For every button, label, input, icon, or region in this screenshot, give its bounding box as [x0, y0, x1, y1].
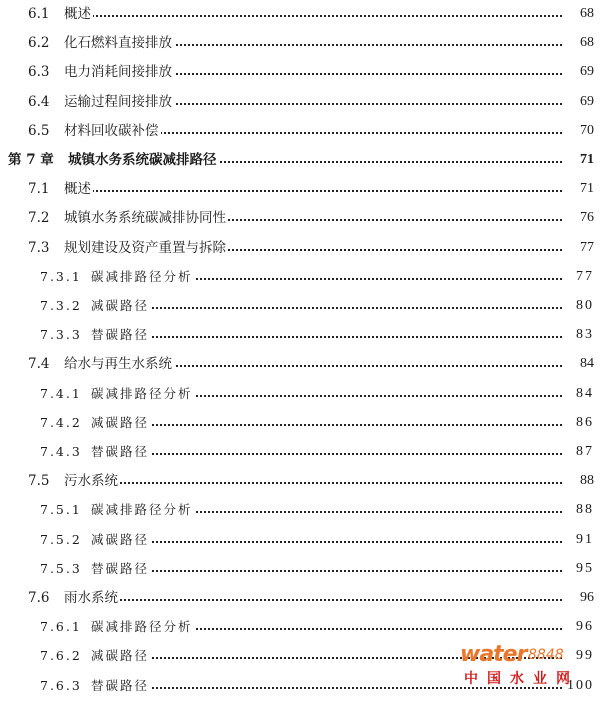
- toc-entry-number: 7.5: [28, 473, 50, 490]
- toc-entry[interactable]: [0, 382, 600, 406]
- toc-entry-page: 77: [580, 239, 594, 255]
- toc-entry-page: 86: [576, 414, 594, 430]
- dot-leader: [64, 15, 562, 17]
- toc-entry-title: 替碳路径: [91, 440, 151, 464]
- dot-leader: [64, 482, 562, 484]
- toc-entry-number: 7.6: [28, 590, 50, 606]
- dot-leader: [64, 599, 562, 601]
- toc-entry-number: 7.3: [28, 239, 50, 256]
- toc-entry-number: 7.4: [28, 356, 50, 373]
- toc-entry-title: 给水与再生水系统: [64, 352, 174, 376]
- toc-entry-title: 碳减排路径分析: [91, 382, 195, 406]
- toc-entry-title: 替碳路径: [91, 557, 151, 581]
- toc-entry-page: 69: [580, 93, 594, 109]
- toc-chapter-entry[interactable]: [0, 148, 600, 172]
- toc-entry-number: 6.4: [28, 93, 50, 110]
- toc-entry-number: 6.5: [28, 122, 50, 139]
- toc-entry-title: 污水系统: [64, 469, 120, 493]
- toc-entry[interactable]: [0, 60, 600, 84]
- toc-entry-number: 7.3.2: [40, 298, 82, 313]
- toc-entry-title: 减碳路径: [91, 411, 151, 435]
- toc-entry-number: 7.2: [28, 210, 50, 227]
- toc-entry-title: 碳减排路径分析: [91, 265, 195, 289]
- toc-entry-page: 68: [580, 35, 594, 51]
- toc-entry-number: 7.6.3: [40, 677, 82, 693]
- toc-entry-title: 替碳路径: [91, 323, 151, 347]
- dot-leader: [91, 570, 562, 572]
- dot-leader: [64, 190, 562, 192]
- toc-entry[interactable]: [0, 2, 600, 26]
- toc-entry[interactable]: [0, 206, 600, 230]
- toc-entry-page: 80: [576, 298, 594, 313]
- toc-entry-title: 电力消耗间接排放: [64, 60, 174, 84]
- toc-entry-number: 7.4.2: [40, 414, 82, 430]
- toc-entry-number: 7.3.3: [40, 327, 82, 343]
- toc-entry-page: 88: [580, 473, 594, 489]
- toc-entry-number: 第 7 章: [8, 152, 54, 168]
- toc-entry-page: 84: [576, 385, 594, 401]
- toc-entry[interactable]: [0, 586, 600, 610]
- toc-entry[interactable]: [0, 90, 600, 114]
- toc-entry-number: 6.1: [28, 6, 50, 22]
- toc-entry[interactable]: [0, 528, 600, 552]
- toc-entry-title: 运输过程间接排放: [64, 90, 174, 114]
- toc-entry[interactable]: [0, 440, 600, 464]
- toc-entry-title: 替碳路径: [91, 674, 151, 698]
- toc-entry-title: 概述: [64, 177, 93, 201]
- toc-entry-page: 99: [576, 648, 594, 664]
- toc-entry[interactable]: [0, 265, 600, 289]
- toc-entry-page: 100: [567, 677, 594, 693]
- toc-entry[interactable]: [0, 498, 600, 522]
- toc-entry[interactable]: [0, 352, 600, 376]
- toc-entry-title: 碳减排路径分析: [91, 498, 195, 522]
- toc-entry-page: 87: [576, 444, 594, 459]
- dot-leader: [91, 424, 562, 426]
- toc-entry-number: 7.6.1: [40, 619, 82, 635]
- toc-entry-title: 规划建设及资产重置与拆除: [64, 236, 228, 260]
- toc-entry[interactable]: [0, 615, 600, 639]
- watermark-number: 8848: [528, 647, 564, 663]
- toc-entry-page: 96: [580, 590, 594, 605]
- toc-entry-number: 6.2: [28, 35, 50, 52]
- toc-entry-page: 69: [580, 64, 594, 80]
- toc-entry[interactable]: [0, 31, 600, 55]
- toc-entry-page: 84: [580, 356, 594, 372]
- toc-entry-page: 77: [576, 268, 594, 284]
- dot-leader: [91, 541, 562, 543]
- watermark-logo: [460, 642, 596, 694]
- toc-entry-number: 6.3: [28, 64, 50, 81]
- dot-leader: [91, 336, 562, 338]
- toc-entry-title: 碳减排路径分析: [91, 615, 195, 639]
- toc-entry-title: 材料回收碳补偿: [64, 119, 161, 143]
- toc-entry-page: 83: [576, 327, 594, 343]
- toc-entry-title: 减碳路径: [91, 294, 151, 318]
- toc-entry-title: 雨水系统: [64, 586, 120, 610]
- toc-entry-title: 概述: [64, 2, 93, 26]
- toc-entry-page: 95: [576, 560, 594, 576]
- toc-entry[interactable]: [0, 411, 600, 435]
- toc-entry[interactable]: [0, 323, 600, 347]
- toc-entry-title: 化石燃料直接排放: [64, 31, 174, 55]
- toc-entry-number: 7.6.2: [40, 648, 82, 664]
- toc-entry-page: 68: [580, 6, 594, 21]
- dot-leader: [91, 307, 562, 309]
- watermark-cn: 中国水业网: [464, 671, 579, 687]
- toc-entry-title: 减碳路径: [91, 528, 151, 552]
- toc-entry-number: 7.4.3: [40, 444, 82, 459]
- toc-entry[interactable]: [0, 557, 600, 581]
- toc-entry-page: 91: [576, 531, 594, 547]
- toc-entry-number: 7.5.1: [40, 502, 82, 518]
- toc-entry-page: 71: [580, 152, 594, 167]
- toc-entry[interactable]: [0, 177, 600, 201]
- toc-entry[interactable]: [0, 236, 600, 260]
- toc-entry-number: 7.4.1: [40, 385, 82, 401]
- toc-entry[interactable]: [0, 119, 600, 143]
- toc-entry-number: 7.5.2: [40, 531, 82, 547]
- toc-entry-page: 71: [580, 181, 594, 197]
- toc-entry-page: 88: [576, 502, 594, 518]
- toc-entry-number: 7.3.1: [40, 268, 82, 284]
- toc-entry-page: 70: [580, 122, 594, 138]
- toc-entry-page: 96: [576, 619, 594, 635]
- watermark-brand: water: [460, 642, 527, 667]
- dot-leader: [91, 453, 562, 455]
- toc-entry[interactable]: [0, 469, 600, 493]
- toc-entry-title: 城镇水务系统碳减排路径: [68, 148, 219, 172]
- toc-entry-number: 7.5.3: [40, 560, 82, 576]
- toc-entry-number: 7.1: [28, 181, 50, 198]
- toc-entry[interactable]: [0, 294, 600, 318]
- toc-entry-page: 76: [580, 210, 594, 226]
- toc-entry-title: 减碳路径: [91, 644, 151, 668]
- toc-entry-title: 城镇水务系统碳减排协同性: [64, 206, 228, 230]
